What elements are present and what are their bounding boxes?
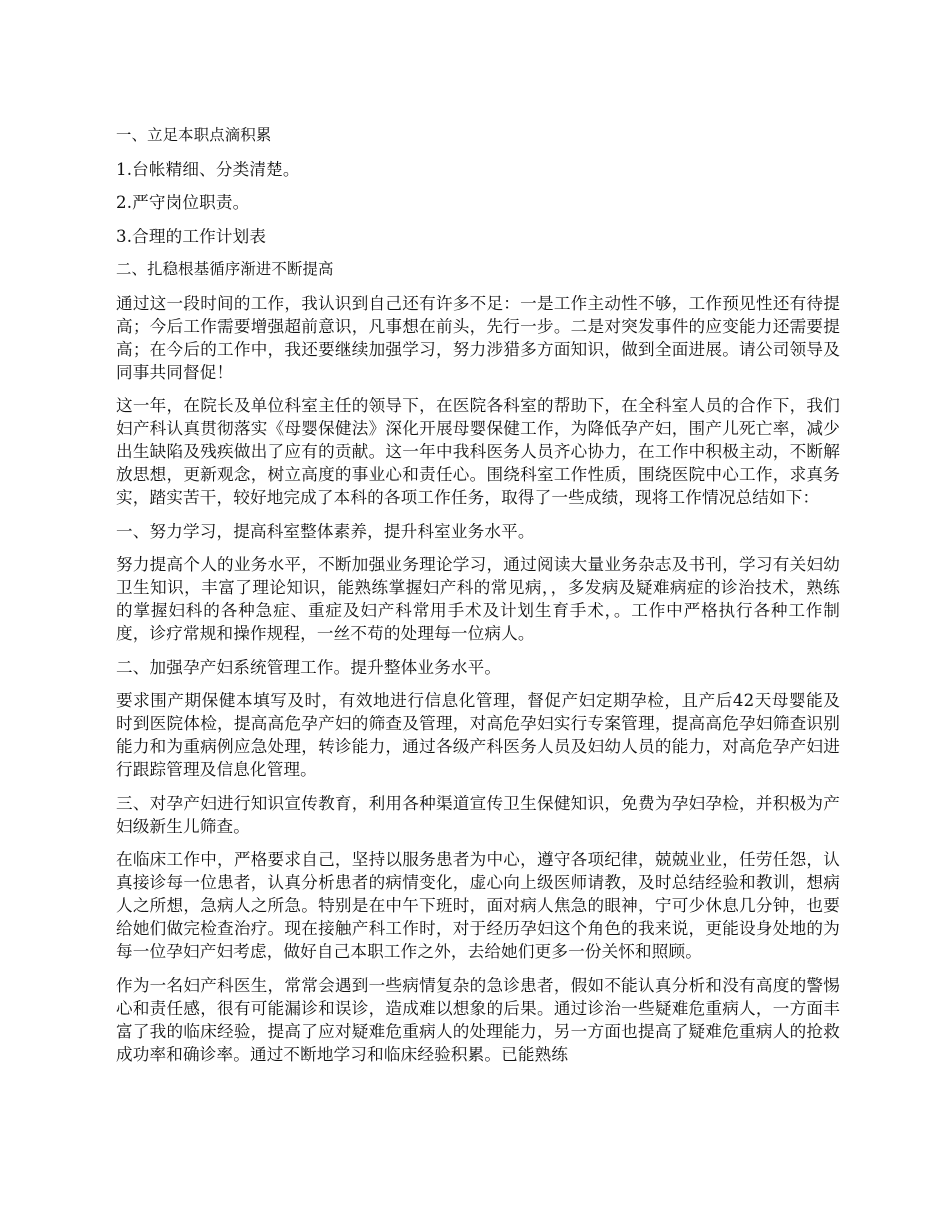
- section-heading-management: 二、加强孕产妇系统管理工作。提升整体业务水平。: [116, 657, 502, 677]
- list-item-2: 2.严守岗位职责。: [116, 193, 250, 212]
- paragraph-emergency: 作为一名妇产科医生，常常会遇到一些病情复杂的急诊患者，假如不能认真分析和没有高度的警惕心和责任感，很有可能漏诊和误诊，造成难以想象的后果。通过诊治一些疑难危重病人，一方面丰富了我的临床经验，提高了应对疑难危重病人的处理能力，另一方面也提高了疑难危重病人的抢救成功率和确诊率。通过不断地学习和临床经验积累。已能熟练: [116, 975, 840, 1064]
- paragraph-self-assessment: 通过这一段时间的工作，我认识到自己还有许多不足：一是工作主动性不够，工作预见性还有待提高；今后工作需要增强超前意识，凡事想在前头，先行一步。二是对突发事件的应变能力还需要提高；在今后的工作中，我还要继续加强学习，努力涉猎多方面知识，做到全面进展。请公司领导及同事共同督促！: [116, 293, 840, 382]
- paragraph-clinical-work: 在临床工作中，严格要求自己，坚持以服务患者为中心，遵守各项纪律，兢兢业业，任劳任怨，认真接诊每一位患者，认真分析患者的病情变化，虚心向上级医师请教，及时总结经验和教训，想病人之所想，急病人之所急。特别是在中午下班时，面对病人焦急的眼神，宁可少休息几分钟，也要给她们做完检查治疗。现在接触产科工作时，对于经历孕妇这个角色的我来说，更能设身处地的为每一位孕妇产妇考虑，做好自己本职工作之外，去给她们更多一份关怀和照顾。: [116, 850, 840, 961]
- section-heading-1: 一、立足本职点滴积累: [116, 126, 272, 144]
- document-body: [116, 124, 840, 1066]
- list-item-3: 3.合理的工作计划表: [116, 226, 267, 246]
- section-heading-study: 一、努力学习，提高科室整体素养，提升科室业务水平。: [116, 521, 535, 541]
- list-item-1: 1.台帐精细、分类清楚。: [116, 159, 300, 179]
- section-heading-education: 三、对孕产妇进行知识宣传教育，利用各种渠道宣传卫生保健知识，免费为孕妇孕检，并积极为产妇级新生儿筛查。: [116, 793, 840, 836]
- paragraph-management: 要求围产期保健本填写及时，有效地进行信息化管理，督促产妇定期孕检，且产后42天母婴能及时到医院体检，提高高危孕产妇的筛查及管理，对高危孕妇实行专案管理，提高高危孕妇筛查识别能力和为重病例应急处理，转诊能力，通过各级产科医务人员及妇幼人员的能力，对高危孕产妇进行跟踪管理及信息化管理。: [116, 691, 840, 779]
- paragraph-annual-summary: 这一年，在院长及单位科室主任的领导下，在医院各科室的帮助下，在全科室人员的合作下，我们妇产科认真贯彻落实《母婴保健法》深化开展母婴保健工作，为降低孕产妇，围产儿死亡率，减少出生缺陷及残疾做出了应有的贡献。这一年中我科医务人员齐心协力，在工作中积极主动，不断解放思想，更新观念，树立高度的事业心和责任心。围绕科室工作性质，围绕医院中心工作，求真务实，踏实苦干，较好地完成了本科的各项工作任务，取得了一些成绩，现将工作情况总结如下：: [116, 396, 840, 507]
- section-heading-2: 二、扎稳根基循序渐进不断提高: [116, 260, 334, 278]
- paragraph-study: 努力提高个人的业务水平，不断加强业务理论学习，通过阅读大量业务杂志及书刊，学习有关妇幼卫生知识，丰富了理论知识，能熟练掌握妇产科的常见病，，多发病及疑难病症的诊治技术，熟练的掌握妇科的各种急症、重症及妇产科常用手术及计划生育手术，。工作中严格执行各种工作制度，诊疗常规和操作规程，一丝不苟的处理每一位病人。: [116, 555, 840, 643]
